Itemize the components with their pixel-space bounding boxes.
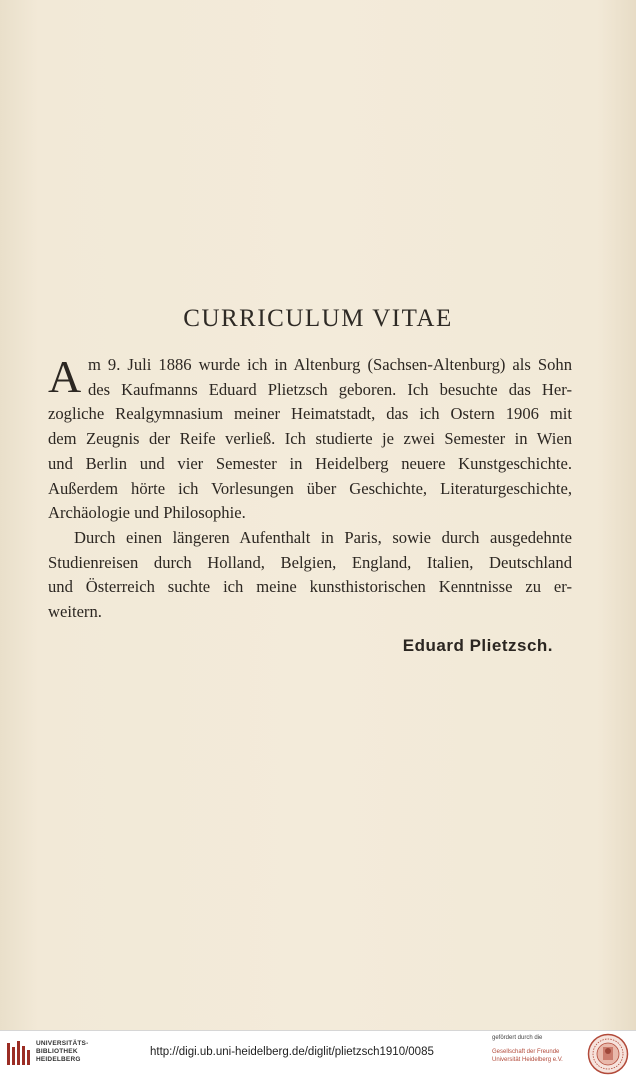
text-line-7: Archäologie und Philosophie. <box>48 503 246 523</box>
text-line-3: zogliche Realgymnasium meiner Heimatstadt, das ich Ostern 1906 mit <box>48 404 572 424</box>
text-line-6: Außerdem hörte ich Vorlesungen über Geschichte, Literaturgeschichte, <box>48 478 572 498</box>
text-line-11: weitern. <box>48 602 102 622</box>
sponsor-name-line-2: Universität Heidelberg e.V. <box>492 1057 563 1063</box>
text-line-2: des Kaufmanns Eduard Plietzsch geboren. Ich besuchte das Her- <box>88 379 572 399</box>
library-name-line-2: BIBLIOTHEK <box>36 1048 78 1055</box>
text-line-5: und Berlin und vier Semester in Heidelberg neuere Kunstgeschichte. <box>48 453 572 473</box>
signature: Eduard Plietzsch. <box>402 636 553 655</box>
library-name-line-1: UNIVERSITÄTS- <box>36 1040 89 1047</box>
drop-cap: A <box>48 351 82 402</box>
page-title: CURRICULUM VITAE <box>183 305 453 332</box>
library-name <box>36 1040 88 1064</box>
body-text <box>48 353 572 625</box>
sponsor-label: gefördert durch die <box>492 1035 543 1041</box>
footer-bar <box>0 1030 636 1076</box>
permalink-url[interactable]: http://digi.ub.uni-heidelberg.de/diglit/plietzsch1910/0085 <box>150 1046 434 1058</box>
text-line-1: m 9. Juli 1886 wurde ich in Altenburg (Sachsen-Altenburg) als Sohn <box>88 355 572 374</box>
university-seal-icon <box>587 1033 629 1075</box>
sponsor-name-line-1: Gesellschaft der Freunde <box>492 1049 560 1055</box>
ub-heidelberg-logo-icon <box>6 1040 32 1068</box>
sponsor-credit <box>492 1034 563 1064</box>
text-line-9: Studienreisen durch Holland, Belgien, England, Italien, Deutschland <box>48 552 572 572</box>
library-name-line-3: HEIDELBERG <box>36 1056 81 1063</box>
text-line-8: Durch einen längeren Aufenthalt in Paris, sowie durch ausgedehnte <box>74 527 572 547</box>
text-line-10: und Österreich suchte ich meine kunsthistorischen Kenntnisse zu er- <box>48 577 572 597</box>
text-line-4: dem Zeugnis der Reife verließ. Ich studierte je zwei Semester in Wien <box>48 429 572 449</box>
